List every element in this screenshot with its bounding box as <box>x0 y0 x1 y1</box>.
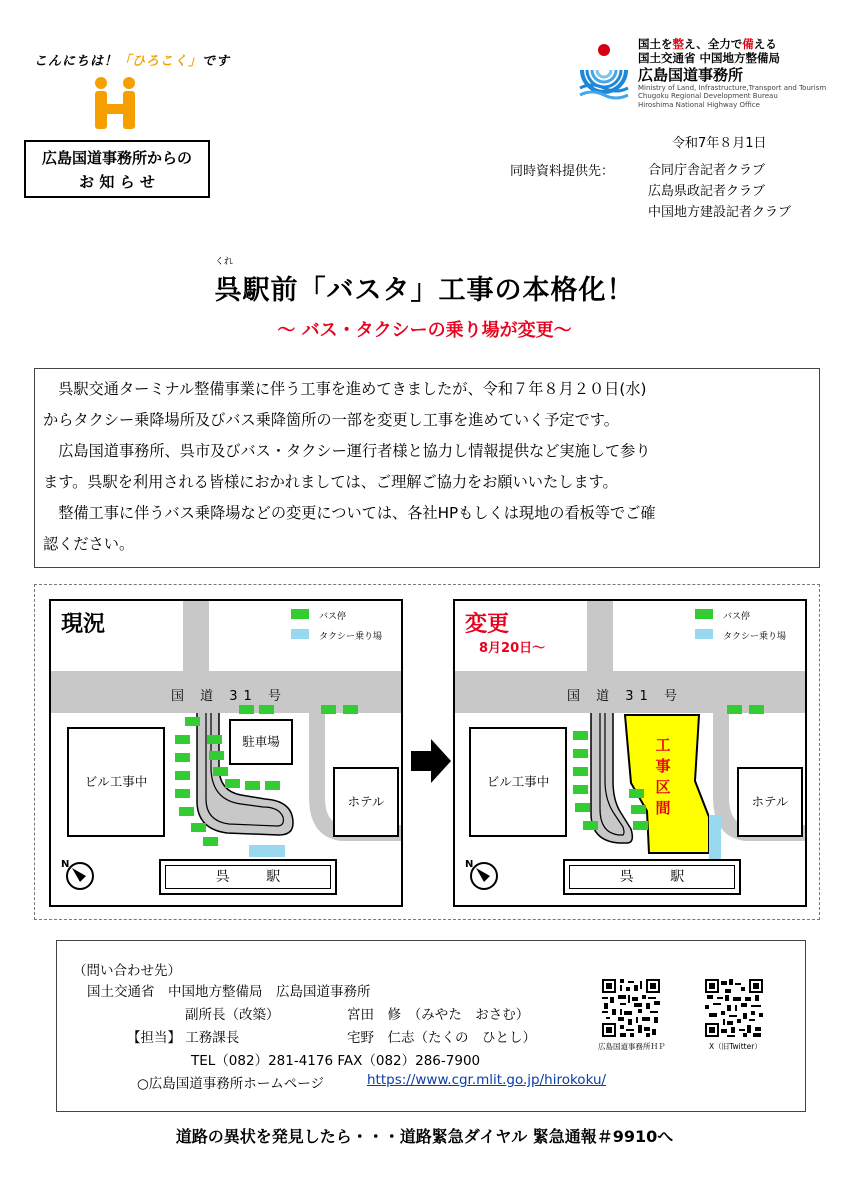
contact-box <box>56 940 806 1112</box>
body-line: 認ください。 <box>43 535 135 553</box>
bus-stop <box>179 807 194 816</box>
org-en-line-1: Ministry of Land, Infrastructure,Transport and Tourism <box>638 83 827 92</box>
parking-lot: 駐車場 <box>229 719 293 765</box>
bus-stop <box>239 705 254 714</box>
bus-stop <box>265 781 280 790</box>
tagline-mascot-name: 「ひろこく」 <box>118 54 203 69</box>
kure-station <box>159 859 337 895</box>
taxi-stand <box>709 815 721 859</box>
bus-stop <box>583 821 598 830</box>
change-date: 8月20日～ <box>479 641 546 656</box>
bus-stop <box>633 821 648 830</box>
road-label: 国 道 31 号 <box>567 689 683 704</box>
bus-stop <box>573 749 588 758</box>
building-under-construction: ビル工事中 <box>469 727 567 837</box>
notice-line-1: 広島国道事務所からの <box>41 149 192 167</box>
bus-stop <box>203 837 218 846</box>
legend-bus-label: バス停 <box>723 612 751 622</box>
legend-taxi-label: タクシー乗り場 <box>319 632 383 642</box>
hotel: ホテル <box>737 767 803 837</box>
office-notice-box <box>24 140 210 198</box>
contact-role: 【担当】 工務課長 <box>127 1030 240 1046</box>
org-en-line-2: Chugoku Regional Development Bureau <box>638 92 778 101</box>
page-title: 呉駅前「バスタ」工事の本格化！ <box>214 275 635 306</box>
kure-station <box>563 859 741 895</box>
press-club-item: 合同庁舎記者クラブ <box>648 163 766 178</box>
station-label: 呉 駅 <box>165 865 331 889</box>
changed-layout-panel <box>453 599 807 907</box>
bus-stop <box>175 735 190 744</box>
tagline-greeting: こんにちは！ <box>34 54 119 69</box>
bus-stop <box>573 767 588 776</box>
announcement-body <box>34 368 820 568</box>
contact-phone-fax: TEL（082）281-4176 FAX（082）286-7900 <box>191 1053 481 1069</box>
issue-date: 令和7年８月1日 <box>672 136 767 151</box>
press-club-item: 中国地方建設記者クラブ <box>648 205 792 220</box>
contact-role: 副所長（改築） <box>185 1007 280 1023</box>
tagline-suffix: です <box>202 54 231 69</box>
qr-x-twitter-label: X（旧Twitter） <box>709 1042 762 1051</box>
mlit-logo <box>578 42 630 102</box>
body-line: ます。呉駅を利用される皆様におかれましては、ご理解ご協力をお願いいたします。 <box>43 473 618 491</box>
bus-stop <box>245 781 260 790</box>
legend-taxi-label: タクシー乗り場 <box>723 632 787 642</box>
taxi-stand <box>249 845 285 857</box>
right-arrow-icon <box>411 739 451 783</box>
org-slogan: 国土を整え、全力で備える <box>638 37 777 51</box>
bus-stop <box>629 789 644 798</box>
bus-stop <box>185 717 200 726</box>
body-line: からタクシー乗降場所及びバス乗降箇所の一部を変更し工事を進めていく予定です。 <box>43 411 619 429</box>
org-region: 国土交通省 中国地方整備局 <box>638 50 781 65</box>
bus-stop <box>175 753 190 762</box>
legend-taxi-swatch <box>695 629 713 639</box>
emergency-dial-footer: 道路の異状を発見したら・・・道路緊急ダイヤル 緊急通報＃9910へ <box>175 1127 674 1146</box>
bus-stop <box>575 803 590 812</box>
org-office-name: 広島国道事務所 <box>638 65 744 84</box>
qr-homepage-label: 広島国道事務所ＨＰ <box>598 1042 666 1051</box>
bus-stop <box>573 731 588 740</box>
bus-stop <box>749 705 764 714</box>
current-layout-panel <box>49 599 403 907</box>
org-english-name <box>638 84 826 110</box>
page-subtitle: ～ バス・タクシーの乗り場が変更～ <box>277 320 572 341</box>
construction-zone-label: 工事区間 <box>655 736 671 817</box>
title-ruby: くれ <box>215 257 234 267</box>
bus-stop <box>631 805 646 814</box>
contact-heading: （問い合わせ先） <box>73 963 181 979</box>
bus-stop <box>321 705 336 714</box>
station-label: 呉 駅 <box>569 865 735 889</box>
org-block <box>638 38 826 110</box>
building-under-construction: ビル工事中 <box>67 727 165 837</box>
homepage-label: ○広島国道事務所ホームページ <box>137 1076 325 1092</box>
north-arrow-icon <box>61 857 95 891</box>
hirokoku-mascot-logo <box>92 76 138 130</box>
panel-title: 変更 <box>465 612 510 637</box>
north-arrow-icon <box>465 857 499 891</box>
press-club-list <box>648 160 791 223</box>
body-line: 広島国道事務所、呉市及びバス・タクシー運行者様と協力し情報提供など実施して参り <box>43 442 651 460</box>
mascot-tagline <box>34 50 230 69</box>
bus-stop <box>213 767 228 776</box>
road-label: 国 道 31 号 <box>171 689 287 704</box>
bus-stop <box>259 705 274 714</box>
homepage-link[interactable]: https://www.cgr.mlit.go.jp/hirokoku/ <box>367 1072 607 1088</box>
bus-stop <box>191 823 206 832</box>
body-line: 整備工事に伴うバス乗降場などの変更については、各社HPもしくは現地の看板等でご確 <box>43 504 656 522</box>
north-label: N <box>465 859 474 870</box>
legend-taxi-swatch <box>291 629 309 639</box>
notice-line-2: お 知 ら せ <box>79 173 155 191</box>
body-line: 呉駅交通ターミナル整備事業に伴う工事を進めてきましたが、令和７年８月２０日(水) <box>43 380 647 398</box>
qr-code-homepage-icon[interactable] <box>602 979 660 1037</box>
contact-organization: 国土交通省 中国地方整備局 広島国道事務所 <box>87 984 371 1000</box>
bus-stop <box>209 751 224 760</box>
press-club-item: 広島県政記者クラブ <box>648 184 766 199</box>
legend-bus-swatch <box>695 609 713 619</box>
bus-stop <box>573 785 588 794</box>
layout-diagram <box>34 584 820 920</box>
bus-stop <box>207 735 222 744</box>
bus-stop <box>175 771 190 780</box>
bus-stop <box>225 779 240 788</box>
bus-stop <box>343 705 358 714</box>
legend-bus-label: バス停 <box>319 612 347 622</box>
qr-code-x-twitter-icon[interactable] <box>705 979 763 1037</box>
hotel: ホテル <box>333 767 399 837</box>
org-en-line-3: Hiroshima National Highway Office <box>638 101 760 110</box>
panel-title: 現況 <box>61 612 106 637</box>
contact-name: 宅野 仁志（たくの ひとし） <box>347 1030 536 1046</box>
contact-name: 宮田 修 （みやた おさむ） <box>347 1007 530 1023</box>
bus-stop <box>175 789 190 798</box>
press-distribution-label: 同時資料提供先： <box>510 164 615 179</box>
bus-stop <box>727 705 742 714</box>
legend-bus-swatch <box>291 609 309 619</box>
north-label: N <box>61 859 70 870</box>
